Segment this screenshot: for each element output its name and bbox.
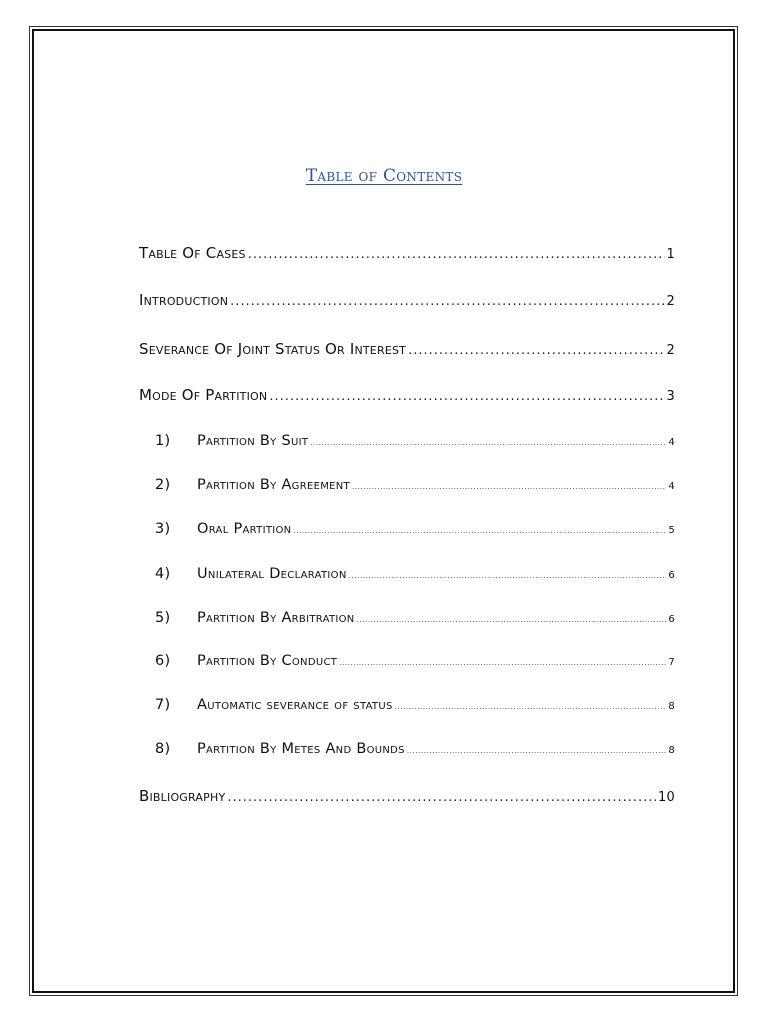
- toc-sub-entry-number: 4): [155, 566, 171, 582]
- toc-sub-entry-number: 3): [155, 521, 171, 537]
- toc-entry-page: 1: [666, 247, 675, 262]
- dot-leader: [310, 439, 666, 447]
- toc-sub-entry-number: 2): [155, 477, 171, 493]
- toc-entry-label: Table Of Cases: [139, 244, 246, 262]
- toc-sub-entry-automatic-severance[interactable]: [155, 697, 675, 713]
- toc-entry-page: 2: [666, 343, 675, 358]
- dot-leader: [230, 294, 664, 309]
- toc-sub-entry-label: Oral Partition: [197, 521, 292, 537]
- toc-sub-entry-number: 5): [155, 610, 171, 626]
- toc-sub-entry-page: 4: [668, 481, 675, 492]
- toc-sub-entry-page: 4: [668, 437, 675, 448]
- toc-entry-table-of-cases[interactable]: [139, 244, 675, 262]
- toc-entry-bibliography[interactable]: [139, 787, 675, 805]
- toc-sub-entry-number: 1): [155, 433, 171, 449]
- toc-sub-entry-number: 8): [155, 741, 171, 757]
- toc-sub-entry-metes-and-bounds[interactable]: [155, 741, 675, 757]
- toc-sub-entry-page: 8: [668, 745, 675, 756]
- toc-sub-entry-label: Partition By Metes And Bounds: [197, 741, 405, 757]
- toc-entry-mode-of-partition[interactable]: [139, 386, 675, 404]
- toc-sub-entry-label: Partition By Suit: [197, 433, 309, 449]
- dot-leader: [339, 659, 666, 667]
- dot-leader: [248, 247, 665, 262]
- toc-entry-label: Severance Of Joint Status Or Interest: [139, 340, 407, 358]
- toc-sub-entry-number: 7): [155, 697, 171, 713]
- dot-leader: [227, 790, 656, 805]
- toc-entry-page: 3: [666, 389, 675, 404]
- toc-sub-entry-label: Partition By Arbitration: [197, 610, 355, 626]
- toc-sub-entry-unilateral-declaration[interactable]: [155, 566, 675, 582]
- toc-entry-severance[interactable]: [139, 340, 675, 358]
- toc-sub-entry-partition-by-suit[interactable]: [155, 433, 675, 449]
- toc-sub-entry-page: 6: [668, 614, 675, 625]
- toc-sub-entry-page: 5: [668, 525, 675, 536]
- toc-sub-entry-partition-by-arbitration[interactable]: [155, 610, 675, 626]
- toc-sub-entry-label: Partition By Conduct: [197, 653, 338, 669]
- toc-entry-introduction[interactable]: [139, 291, 675, 309]
- toc-sub-entry-label: Automatic severance of status: [197, 697, 393, 713]
- toc-entry-page: 2: [666, 294, 675, 309]
- toc-sub-entry-page: 6: [668, 570, 675, 581]
- toc-entry-label: Mode Of Partition: [139, 386, 268, 404]
- toc-sub-entry-number: 6): [155, 653, 171, 669]
- dot-leader: [352, 483, 666, 491]
- dot-leader: [395, 703, 667, 711]
- dot-leader: [269, 389, 664, 404]
- toc-sub-entry-partition-by-agreement[interactable]: [155, 477, 675, 493]
- dot-leader: [407, 747, 666, 755]
- toc-sub-entry-label: Unilateral Declaration: [197, 566, 347, 582]
- toc-sub-entry-page: 7: [668, 657, 675, 668]
- toc-sub-entry-partition-by-conduct[interactable]: [155, 653, 675, 669]
- dot-leader: [408, 343, 664, 358]
- toc-sub-entry-label: Partition By Agreement: [197, 477, 350, 493]
- toc-title: Table of Contents: [305, 166, 463, 186]
- dot-leader: [357, 616, 667, 624]
- toc-entry-label: Introduction: [139, 291, 229, 309]
- toc-sub-entry-page: 8: [668, 701, 675, 712]
- dot-leader: [293, 527, 666, 535]
- toc-entry-label: Bibliography: [139, 787, 226, 805]
- toc-sub-entry-oral-partition[interactable]: [155, 521, 675, 537]
- toc-entry-page: 10: [658, 790, 675, 805]
- dot-leader: [349, 572, 667, 580]
